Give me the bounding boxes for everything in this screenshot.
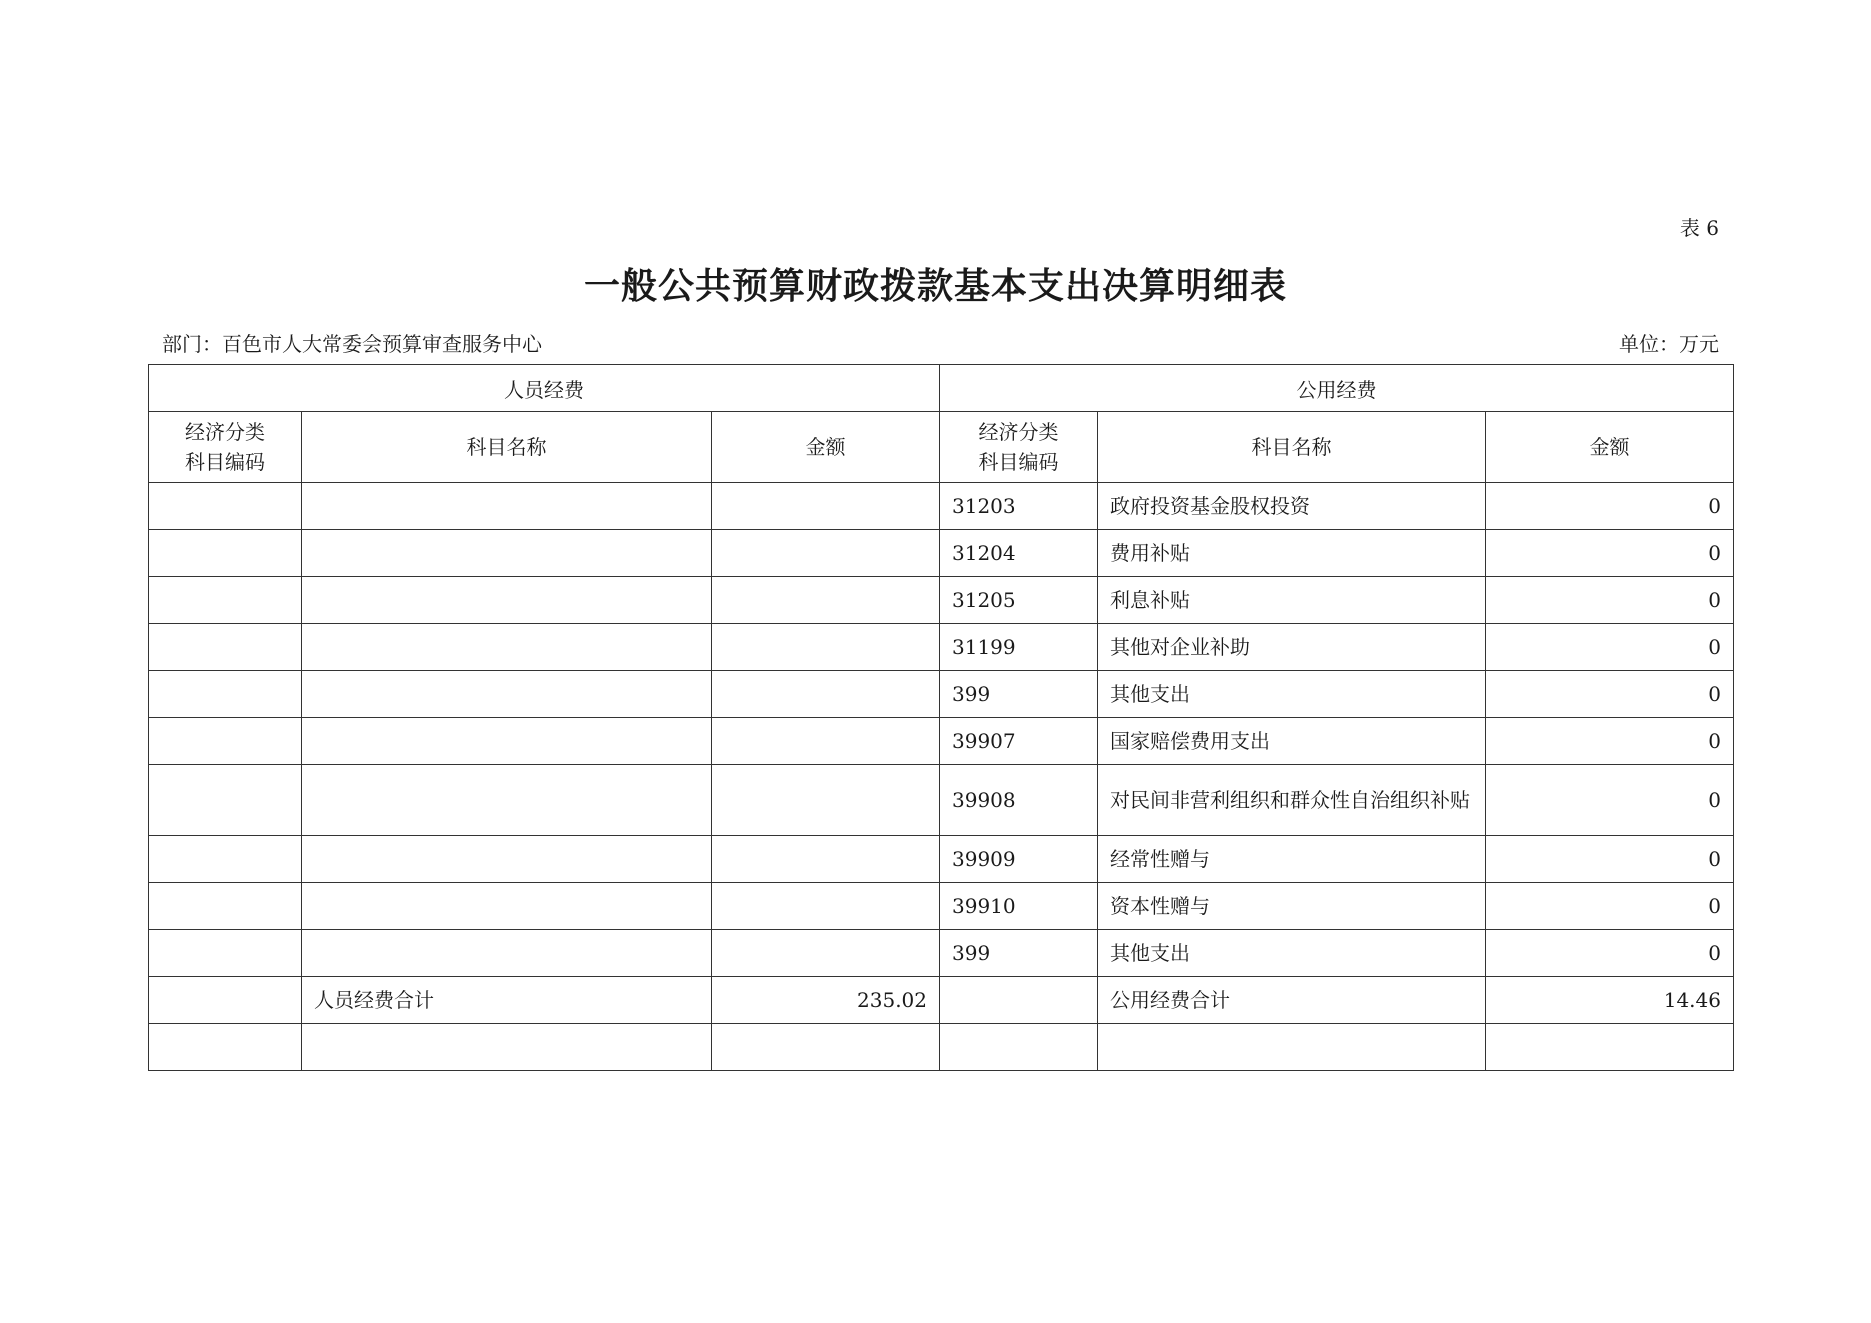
public-name-cell: 资本性赠与 <box>1098 883 1486 930</box>
personnel-amount-cell <box>712 624 940 671</box>
public-total-amount: 14.46 <box>1486 977 1734 1024</box>
personnel-amount-cell <box>712 718 940 765</box>
personnel-code-cell <box>149 671 302 718</box>
totals-row <box>149 977 1734 1024</box>
personnel-amount-cell <box>712 671 940 718</box>
public-amount-cell: 0 <box>1486 530 1734 577</box>
public-amount-cell: 0 <box>1486 930 1734 977</box>
personnel-amount-cell <box>712 765 940 836</box>
personnel-code-cell <box>149 883 302 930</box>
column-header-row <box>149 412 1734 483</box>
table-row <box>149 671 1734 718</box>
personnel-name-cell <box>302 765 712 836</box>
public-code-cell <box>940 1024 1098 1071</box>
personnel-amount-header: 金额 <box>712 412 940 483</box>
public-name-cell: 费用补贴 <box>1098 530 1486 577</box>
public-amount-cell: 0 <box>1486 765 1734 836</box>
personnel-amount-cell <box>712 577 940 624</box>
personnel-code-header: 经济分类 科目编码 <box>149 412 302 483</box>
public-code-cell: 39908 <box>940 765 1098 836</box>
personnel-amount-cell <box>712 930 940 977</box>
public-name-cell: 其他支出 <box>1098 930 1486 977</box>
public-section-header: 公用经费 <box>940 365 1734 412</box>
personnel-name-cell <box>302 624 712 671</box>
table-row <box>149 624 1734 671</box>
unit-label: 单位：万元 <box>1619 332 1719 356</box>
public-name-cell: 对民间非营利组织和群众性自治组织补贴 <box>1098 765 1486 836</box>
public-code-cell: 31203 <box>940 483 1098 530</box>
public-name-cell: 国家赔偿费用支出 <box>1098 718 1486 765</box>
public-name-cell: 经常性赠与 <box>1098 836 1486 883</box>
table-number: 表 6 <box>1679 216 1719 240</box>
section-header-row <box>149 365 1734 412</box>
public-amount-header: 金额 <box>1486 412 1734 483</box>
personnel-name-cell <box>302 930 712 977</box>
table-row <box>149 765 1734 836</box>
public-code-header: 经济分类 科目编码 <box>940 412 1098 483</box>
personnel-code-cell <box>149 977 302 1024</box>
public-code-cell: 31205 <box>940 577 1098 624</box>
personnel-code-cell <box>149 530 302 577</box>
table-row <box>149 483 1734 530</box>
public-name-header: 科目名称 <box>1098 412 1486 483</box>
public-amount-cell: 0 <box>1486 671 1734 718</box>
public-amount-cell: 0 <box>1486 718 1734 765</box>
personnel-total-label: 人员经费合计 <box>302 977 712 1024</box>
public-amount-cell <box>1486 1024 1734 1071</box>
personnel-code-cell <box>149 624 302 671</box>
personnel-code-cell <box>149 765 302 836</box>
personnel-name-cell <box>302 1024 712 1071</box>
personnel-name-cell <box>302 671 712 718</box>
personnel-amount-cell <box>712 883 940 930</box>
personnel-name-header: 科目名称 <box>302 412 712 483</box>
table-row <box>149 1024 1734 1071</box>
personnel-amount-cell <box>712 1024 940 1071</box>
personnel-code-cell <box>149 836 302 883</box>
public-name-cell <box>1098 1024 1486 1071</box>
personnel-code-cell <box>149 483 302 530</box>
public-total-label: 公用经费合计 <box>1098 977 1486 1024</box>
personnel-name-cell <box>302 718 712 765</box>
table-row <box>149 718 1734 765</box>
public-amount-cell: 0 <box>1486 577 1734 624</box>
table-row <box>149 930 1734 977</box>
public-name-cell: 其他对企业补助 <box>1098 624 1486 671</box>
personnel-name-cell <box>302 836 712 883</box>
personnel-name-cell <box>302 577 712 624</box>
document-title: 一般公共预算财政拨款基本支出决算明细表 <box>583 265 1287 307</box>
personnel-code-cell <box>149 930 302 977</box>
personnel-code-cell <box>149 577 302 624</box>
public-code-cell: 31199 <box>940 624 1098 671</box>
expenditure-table <box>148 364 1734 1071</box>
public-code-cell <box>940 977 1098 1024</box>
public-code-cell: 39909 <box>940 836 1098 883</box>
public-amount-cell: 0 <box>1486 836 1734 883</box>
personnel-name-cell <box>302 883 712 930</box>
table-row <box>149 836 1734 883</box>
public-name-cell: 其他支出 <box>1098 671 1486 718</box>
meta-row <box>162 328 1719 357</box>
public-code-cell: 399 <box>940 930 1098 977</box>
public-code-cell: 31204 <box>940 530 1098 577</box>
personnel-name-cell <box>302 530 712 577</box>
public-code-cell: 39910 <box>940 883 1098 930</box>
public-name-cell: 利息补贴 <box>1098 577 1486 624</box>
personnel-amount-cell <box>712 530 940 577</box>
department-label: 部门：百色市人大常委会预算审查服务中心 <box>162 332 542 356</box>
personnel-amount-cell <box>712 483 940 530</box>
personnel-name-cell <box>302 483 712 530</box>
table-row <box>149 577 1734 624</box>
public-code-cell: 39907 <box>940 718 1098 765</box>
public-code-cell: 399 <box>940 671 1098 718</box>
table-row <box>149 883 1734 930</box>
personnel-code-cell <box>149 1024 302 1071</box>
public-amount-cell: 0 <box>1486 624 1734 671</box>
personnel-code-cell <box>149 718 302 765</box>
public-amount-cell: 0 <box>1486 483 1734 530</box>
personnel-section-header: 人员经费 <box>149 365 940 412</box>
personnel-total-amount: 235.02 <box>712 977 940 1024</box>
public-name-cell: 政府投资基金股权投资 <box>1098 483 1486 530</box>
public-amount-cell: 0 <box>1486 883 1734 930</box>
personnel-amount-cell <box>712 836 940 883</box>
table-row <box>149 530 1734 577</box>
